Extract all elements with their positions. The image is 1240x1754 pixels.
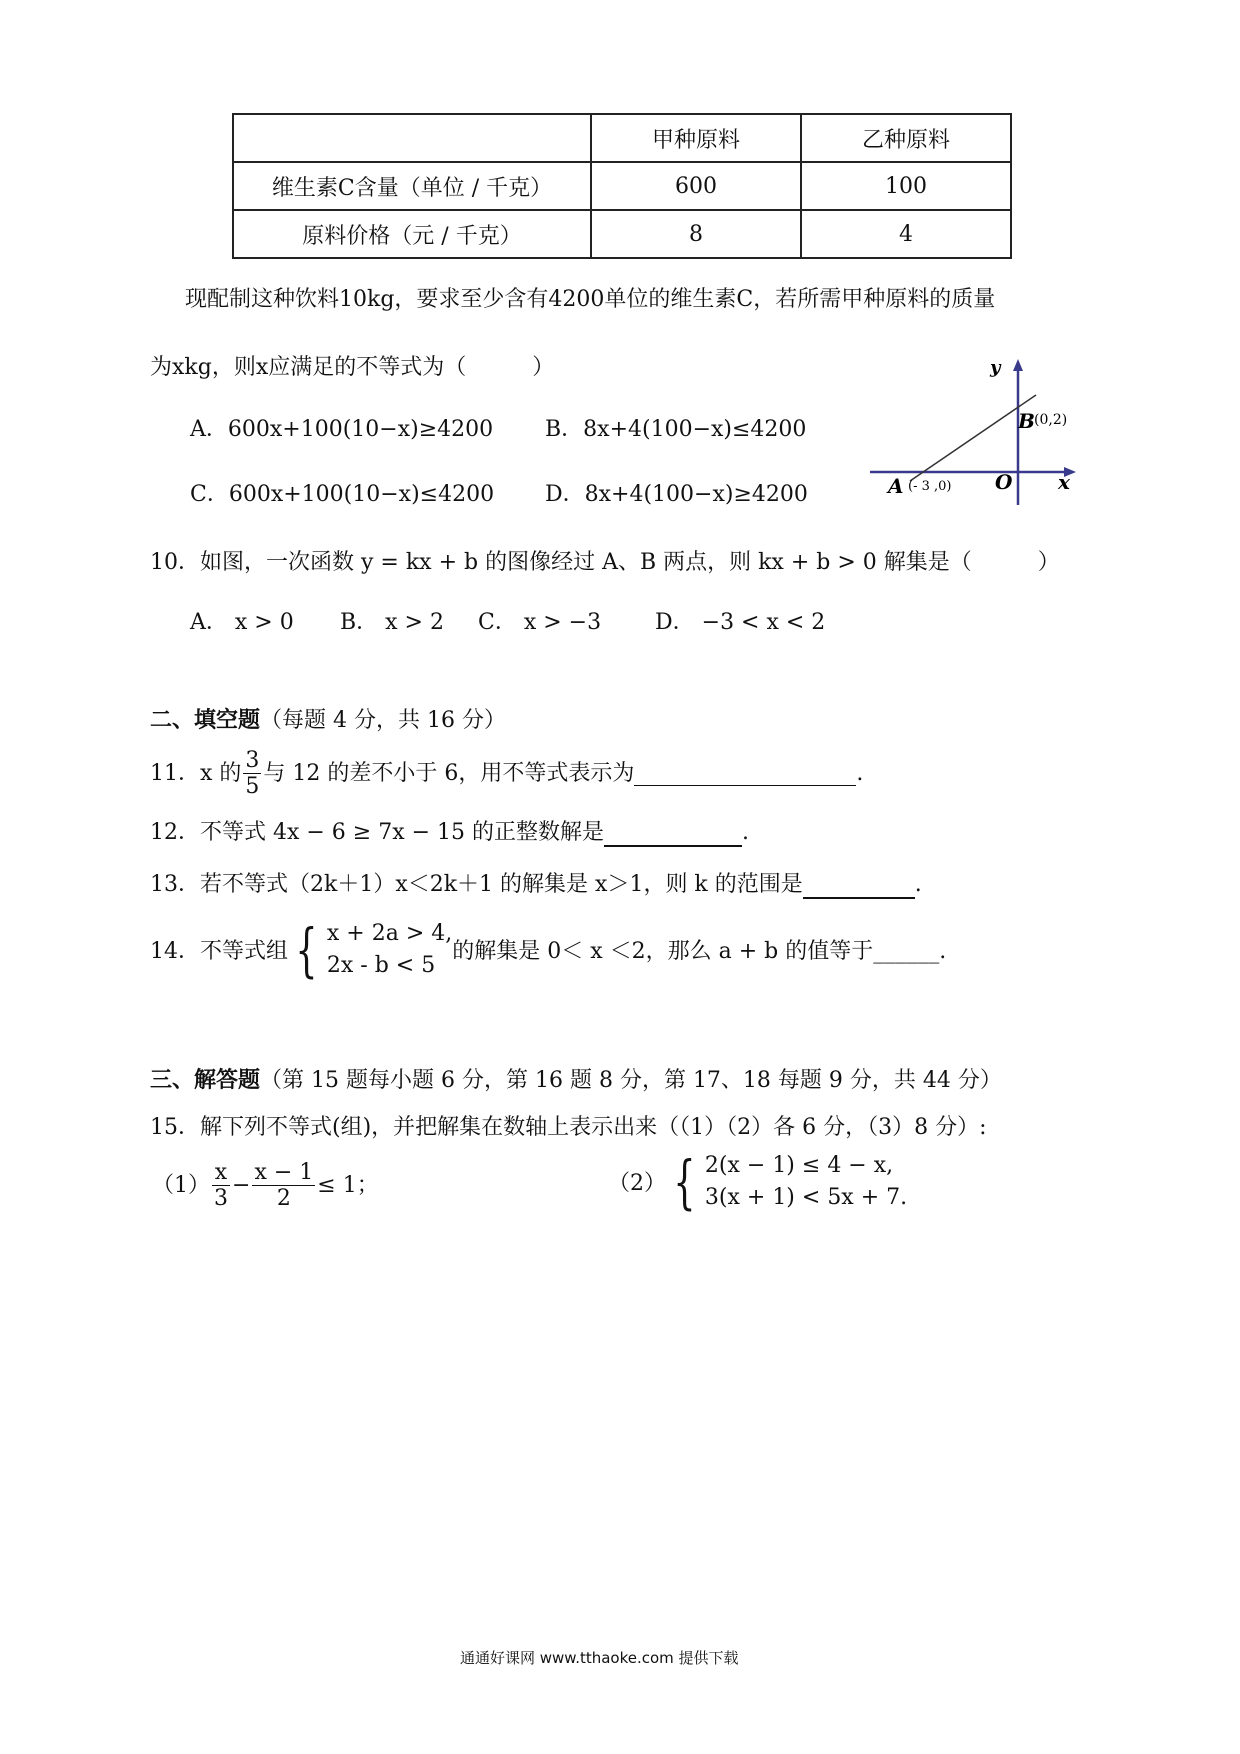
section2-note: （每题 4 分，共 16 分） <box>260 708 506 733</box>
q15-p1-f2-den: 2 <box>276 1186 291 1212</box>
table-row <box>233 210 1011 258</box>
q14-pre: 14．不等式组 <box>150 939 288 965</box>
q10-stem: 10．如图，一次函数 y = kx + b 的图像经过 A、B 两点，则 kx + b > 0 解集是（ ） <box>150 550 1060 575</box>
q15-text: 15．解下列不等式(组)，并把解集在数轴上表示出来（（1）（2）各 6 分，（3）8 分）: <box>150 1115 987 1140</box>
q15-p2-system-line: 3(x + 1) < 5x + 7. <box>704 1184 908 1210</box>
q15-p1-label: （1） <box>152 1172 210 1198</box>
q9-line1: 现配制这种饮料10kg，要求至少含有4200单位的维生素C，若所需甲种原料的质量 <box>185 287 996 312</box>
left-brace-icon: { <box>295 915 318 984</box>
q12 <box>150 815 749 847</box>
q15-p1-f1-den: 3 <box>214 1186 228 1212</box>
q15-part1 <box>152 1160 379 1212</box>
q11-fraction <box>243 748 261 800</box>
q12-answer-blank <box>604 820 742 847</box>
q11 <box>150 748 863 800</box>
linear-function-graph <box>870 355 1090 515</box>
q11-number: 11． <box>150 760 200 786</box>
q14-system-line: 2x - b < 5 <box>326 952 436 978</box>
table-cell: 600 <box>591 162 801 210</box>
section2-title: 二、填空题 <box>150 708 261 733</box>
q10-option-d: D． −3 < x < 2 <box>655 610 826 635</box>
q13-end: . <box>914 872 922 897</box>
q15-p1-f2-num: x − 1 <box>254 1160 314 1185</box>
table-cell: 100 <box>801 162 1011 210</box>
q9-line2: 为xkg，则x应满足的不等式为（ ） <box>150 355 555 380</box>
section2-heading <box>150 703 506 734</box>
q14-system-wrapper <box>150 915 947 984</box>
table-header-cell <box>233 114 591 162</box>
point-a-coord: (- 3 ,0) <box>908 479 952 494</box>
q11-end: . <box>856 760 864 786</box>
q15-p2-label: （2） <box>608 1171 666 1197</box>
y-axis-label: y <box>990 357 1001 378</box>
q14-system <box>327 918 452 982</box>
q15-p2-system-line: 2(x − 1) ≤ 4 − x, <box>704 1153 894 1178</box>
q15-p1-fraction-1 <box>212 1160 230 1212</box>
q10-option-c: C． x > −3 <box>478 610 602 635</box>
left-brace-icon: { <box>673 1147 696 1216</box>
q15-p2-system <box>705 1150 907 1214</box>
q14-post: 的解集是 0＜ x ＜2，那么 a + b 的值等于______. <box>452 939 947 965</box>
q12-end: . <box>742 820 750 845</box>
q15-p1-tail: ≤ 1； <box>317 1172 379 1198</box>
q11-frac-num: 3 <box>245 748 260 773</box>
section3-note: （第 15 题每小题 6 分，第 16 题 8 分，第 17、18 每题 9 分，共 44 分） <box>260 1068 1002 1093</box>
point-a-label: A <box>888 474 904 498</box>
q15-p1-minus: − <box>232 1172 251 1198</box>
q13 <box>150 867 922 899</box>
x-axis-label: x <box>1058 470 1070 494</box>
section3-heading <box>150 1063 1002 1094</box>
q9-option-b: B．8x+4(100−x)≤4200 <box>545 417 807 442</box>
page-footer: 通通好课网 www.tthaoke.com 提供下载 <box>460 1649 739 1667</box>
y-axis-arrow-icon <box>1013 359 1023 371</box>
q10-option-b: B． x > 2 <box>340 610 444 635</box>
q15-p2-system-wrapper <box>608 1147 908 1216</box>
q15-part2 <box>608 1147 908 1216</box>
q11-frac-den: 5 <box>245 774 260 800</box>
q15-p1-fraction-2 <box>252 1160 315 1212</box>
q15-p1-f1-num: x <box>212 1160 230 1186</box>
q9-option-d: D．8x+4(100−x)≥4200 <box>545 482 808 507</box>
point-b-coord: (0,2) <box>1034 412 1068 428</box>
origin-label: O <box>995 470 1013 494</box>
q9-option-c: C．600x+100(10−x)≤4200 <box>190 482 495 507</box>
q14 <box>150 915 947 984</box>
q13-answer-blank <box>803 872 915 899</box>
table-row <box>233 162 1011 210</box>
materials-table <box>232 113 1012 259</box>
q14-system-line: x + 2a > 4, <box>326 921 453 946</box>
table-cell: 8 <box>591 210 801 258</box>
table-header-cell: 乙种原料 <box>801 114 1011 162</box>
q11-post: 与 12 的差不小于 6，用不等式表示为 <box>263 760 635 786</box>
q13-text: 13．若不等式（2k＋1）x＜2k＋1 的解集是 x＞1，则 k 的范围是 <box>150 872 803 897</box>
table-cell: 4 <box>801 210 1011 258</box>
table-header-cell: 甲种原料 <box>591 114 801 162</box>
q11-pre: x 的 <box>200 760 242 786</box>
section3-title: 三、解答题 <box>150 1068 261 1093</box>
q12-text: 12．不等式 4x − 6 ≥ 7x − 15 的正整数解是 <box>150 820 605 845</box>
table-cell: 维生素C含量（单位 / 千克） <box>233 162 591 210</box>
point-b-label: B <box>1018 409 1035 433</box>
q11-answer-blank <box>634 763 856 786</box>
table-cell: 原料价格（元 / 千克） <box>233 210 591 258</box>
q10-option-a: A． x > 0 <box>190 610 294 635</box>
q9-option-a: A．600x+100(10−x)≥4200 <box>190 417 494 442</box>
table-header-row <box>233 114 1011 162</box>
